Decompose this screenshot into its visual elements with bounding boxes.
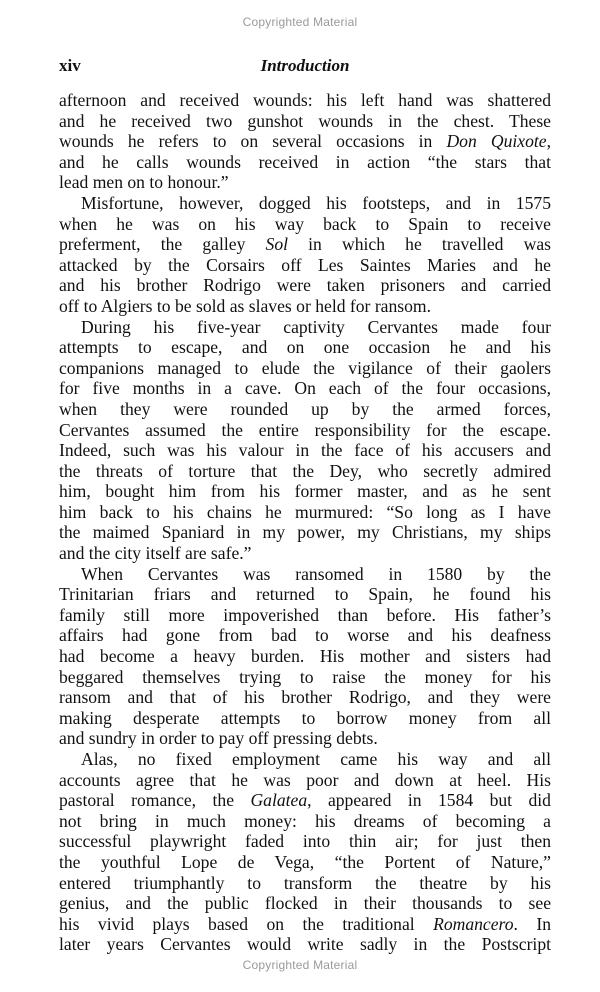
text-line: him, bought him from his former master, and as he sent [59, 481, 551, 502]
text-line: beggared themselves trying to raise the money for his [59, 666, 551, 687]
text-line: afternoon and received wounds: his left hand was shattered [59, 90, 551, 110]
text-line: making desperate attempts to borrow money from all [59, 707, 551, 728]
text-line: and his brother Rodrigo were taken prisoners and carried [59, 275, 551, 296]
text-line: the threats of torture that the Dey, who secretly admired [59, 460, 551, 481]
text-line: later years Cervantes would write sadly in the Postscript [59, 934, 551, 955]
text-run: wounds he refers to on several occasions in [59, 131, 447, 152]
text-run: , appeared in 1584 but did [307, 790, 551, 811]
text-line: affairs had gone from bad to worse and his deafness [59, 625, 551, 646]
text-line: when they were rounded up by the armed forces, [59, 398, 551, 419]
watermark-bottom: Copyrighted Material [242, 958, 358, 972]
text-line: When Cervantes was ransomed in 1580 by the [81, 563, 551, 584]
text-line: him back to his chains he murmured: “So long as I have [59, 501, 551, 522]
text-line: for five months in a cave. On each of the four occasions, [59, 378, 551, 399]
text-line: entered triumphantly to transform the theatre by his [59, 872, 551, 893]
text-line: the maimed Spaniard in my power, my Christians, my ships [59, 522, 551, 543]
text-line: genius, and the public flocked in their thousands to see [59, 893, 551, 914]
text-run: in which he travelled was [288, 234, 551, 255]
text-run: pastoral romance, the [59, 790, 251, 811]
text-line: Cervantes assumed the entire responsibility for the escape. [59, 419, 551, 440]
text-line: Indeed, such was his valour in the face of his accusers and [59, 440, 551, 461]
text-line: Alas, no fixed employment came his way and all [81, 749, 551, 769]
text-line [59, 131, 551, 152]
text-line: companions managed to elude the vigilance of their gaolers [59, 357, 551, 378]
page-number: xiv [59, 56, 81, 75]
title-italic: Don Quixote [446, 131, 547, 152]
ship-name-italic: Sol [265, 234, 289, 255]
text-line: lead men on to honour.” [59, 172, 229, 193]
work-title-italic: Galatea [250, 790, 308, 811]
text-line: accounts agree that he was poor and down at heel. His [59, 769, 551, 790]
text-line [59, 790, 551, 811]
text-line: successful playwright faded into thin air; for just then [59, 831, 551, 852]
body-text [59, 90, 551, 955]
running-head [59, 56, 551, 78]
text-line: not bring in much money: his dreams of becoming a [59, 810, 551, 831]
text-run: . In [513, 913, 551, 934]
work-title-italic: Romancero [433, 913, 514, 934]
text-line: when he was on his way back to Spain to receive [59, 213, 551, 234]
text-line: and sundry in order to pay off pressing debts. [59, 728, 378, 749]
text-line: off to Algiers to be sold as slaves or held for ransom. [59, 295, 432, 316]
text-line: During his five-year captivity Cervantes made four [81, 316, 551, 337]
text-run: , [546, 131, 551, 152]
text-line: attempts to escape, and on one occasion he and his [59, 337, 551, 358]
text-line: family still more impoverished than before. His father’s [59, 604, 551, 625]
text-line: and the city itself are safe.” [59, 543, 252, 564]
text-line [59, 914, 551, 935]
text-line [59, 234, 551, 255]
text-line: the youthful Lope de Vega, “the Portent of Nature,” [59, 851, 551, 872]
text-line: attacked by the Corsairs off Les Saintes Maries and he [59, 254, 551, 275]
watermark-top: Copyrighted Material [242, 15, 358, 29]
text-line: and he received two gunshot wounds in the chest. These [59, 110, 551, 131]
text-line: ransom and that of his brother Rodrigo, and they were [59, 687, 551, 708]
text-line: had become a heavy burden. His mother and sisters had [59, 646, 551, 667]
text-line: Misfortune, however, dogged his footsteps, and in 1575 [81, 192, 551, 213]
text-line: Trinitarian friars and returned to Spain, he found his [59, 584, 551, 605]
text-line: and he calls wounds received in action “the stars that [59, 151, 551, 172]
chapter-title: Introduction [260, 56, 350, 75]
text-run: preferment, the galley [59, 234, 266, 255]
text-run: his vivid plays based on the traditional [59, 913, 434, 934]
